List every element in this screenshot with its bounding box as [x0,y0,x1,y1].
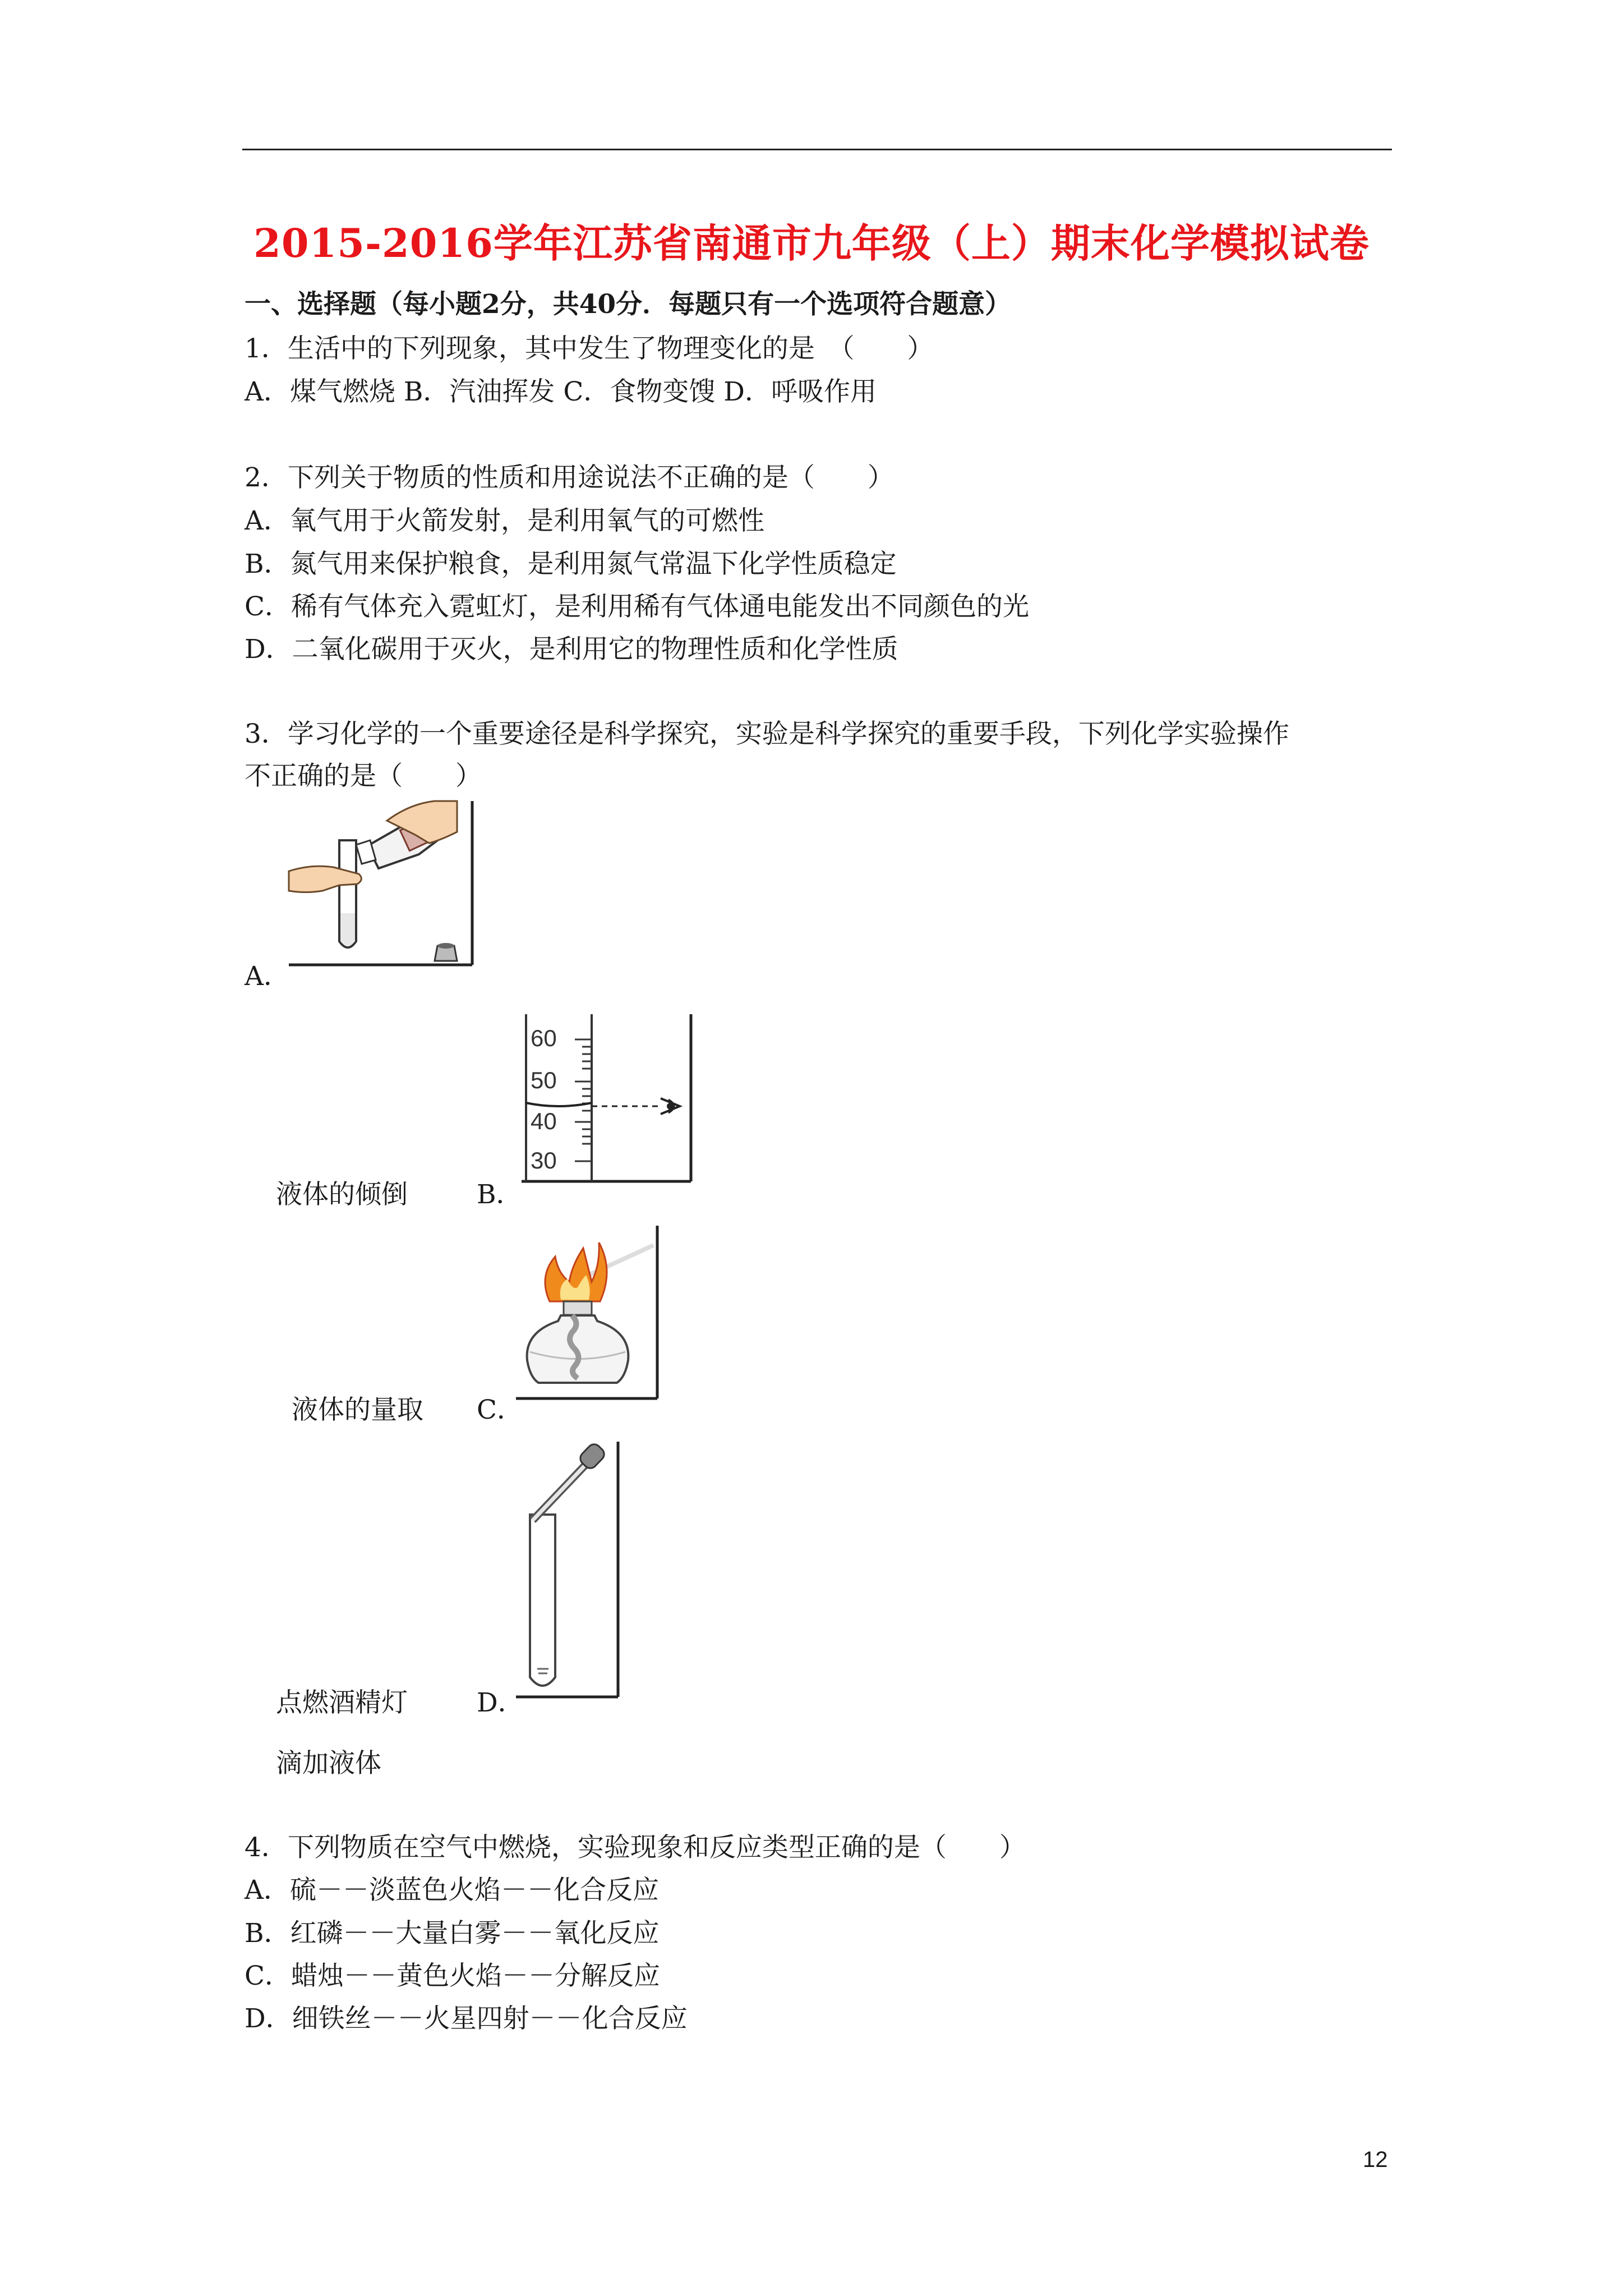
q3-caption-a: 液体的倾倒 [276,1179,408,1210]
q2-option-d: D．二氧化碳用于灭火，是利用它的物理性质和化学性质 [245,634,898,665]
q4-option-d: D．细铁丝－－火星四射－－化合反应 [245,2003,688,2034]
tick-label-40: 40 [531,1108,557,1134]
q4-option-b: B．红磷－－大量白雾－－氧化反应 [245,1918,660,1949]
q2-option-c: C．稀有气体充入霓虹灯，是利用稀有气体通电能发出不同颜色的光 [245,591,1029,622]
tick-label-50: 50 [531,1067,557,1093]
tick-label-30: 30 [531,1147,557,1174]
q3-caption-c: 点燃酒精灯 [276,1687,408,1718]
q3-stem-line1: 3．学习化学的一个重要途径是科学探究，实验是科学探究的重要手段，下列化学实验操作 [245,719,1289,749]
q1-stem: 1．生活中的下列现象，其中发生了物理变化的是 （ ） [245,333,934,364]
q4-stem: 4．下列物质在空气中燃烧，实验现象和反应类型正确的是（ ） [245,1832,1026,1863]
q4-option-c: C．蜡烛－－黄色火焰－－分解反应 [245,1961,660,1991]
q3-option-c-label: C． [477,1395,523,1425]
dropper-figure [516,1442,620,1700]
page-number: 12 [1363,2147,1388,2172]
pouring-liquid-figure [289,801,474,969]
q3-option-a-label: A． [245,961,290,992]
q2-stem: 2．下列关于物质的性质和用途说法不正确的是（ ） [245,462,894,493]
tick-label-60: 60 [531,1025,557,1051]
q3-option-d-label: D． [477,1687,524,1718]
exam-title: 2015-2016学年江苏省南通市九年级（上）期末化学模拟试卷 [253,220,1370,266]
q4-option-a: A．硫－－淡蓝色火焰－－化合反应 [245,1875,659,1906]
q2-option-a: A．氧气用于火箭发射，是利用氧气的可燃性 [245,505,764,536]
alcohol-lamp-figure [516,1226,659,1400]
q3-stem-line2: 不正确的是（ ） [245,761,482,792]
q3-caption-d: 滴加液体 [276,1748,381,1779]
section-heading: 一、选择题（每小题2分，共40分．每题只有一个选项符合题意） [245,289,1012,320]
graduated-cylinder-figure [522,1014,693,1182]
q2-option-b: B．氮气用来保护粮食，是利用氮气常温下化学性质稳定 [245,549,897,579]
header-rule [242,149,1392,150]
q1-options: A．煤气燃烧 B．汽油挥发 C．食物变馊 D．呼吸作用 [245,376,877,407]
q3-caption-b: 液体的量取 [292,1395,423,1425]
q3-option-b-label: B． [477,1179,523,1210]
